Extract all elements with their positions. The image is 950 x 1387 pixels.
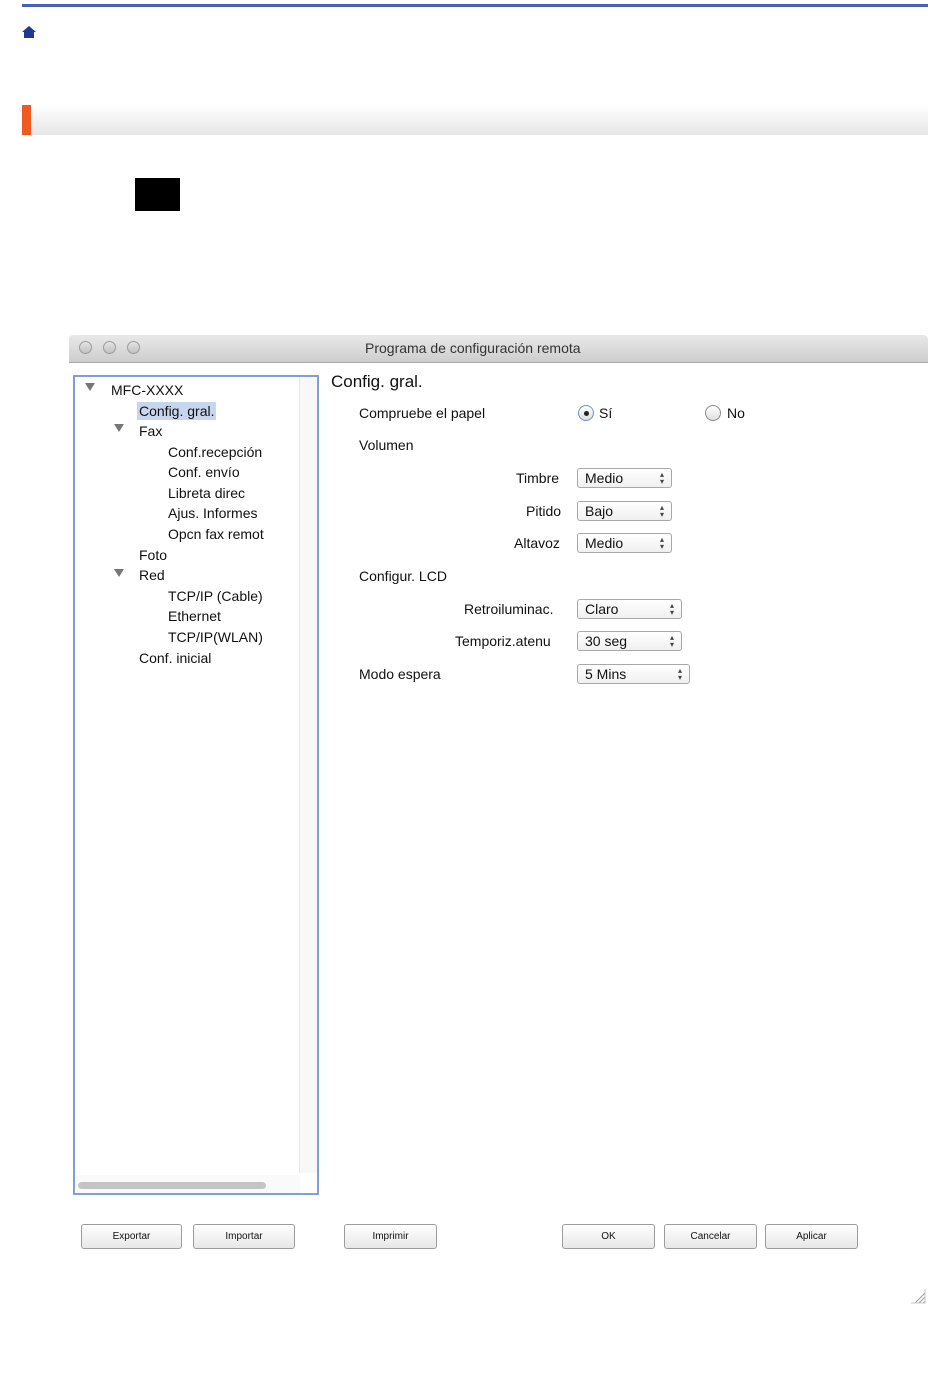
resize-grip-icon[interactable] [910,1288,926,1304]
beep-label: Pitido [526,503,562,519]
tree-item-tcpip-cable[interactable]: TCP/IP (Cable) [168,588,263,604]
check-paper-yes-radio[interactable] [578,405,594,421]
close-window-button[interactable] [79,341,92,354]
disclosure-triangle-icon[interactable] [85,383,95,391]
tree-item-foto[interactable]: Foto [139,547,168,563]
tree-item-red[interactable]: Red [139,567,165,583]
home-icon[interactable] [21,24,37,40]
redacted-box [135,178,180,211]
tree-item-conf-inicial[interactable]: Conf. inicial [139,650,212,666]
check-paper-no-radio[interactable] [705,405,721,421]
tree-item-conf-envio[interactable]: Conf. envío [168,464,240,480]
tree-item-fax[interactable]: Fax [139,423,163,439]
remote-setup-window [69,335,928,1290]
sleep-mode-value: 5 Mins [585,666,627,682]
ring-volume-value: Medio [585,470,624,486]
tree-item-root[interactable]: MFC-XXXX [111,382,184,398]
chevron-updown-icon: ▴ ▾ [677,666,682,682]
tree-item-tcpip-wlan[interactable]: TCP/IP(WLAN) [168,629,263,645]
chevron-updown-icon: ▴ ▾ [659,470,664,486]
zoom-window-button[interactable] [127,341,140,354]
horizontal-scrollbar-thumb[interactable] [78,1182,266,1189]
volume-label: Volumen [359,437,414,453]
chevron-updown-icon: ▴ ▾ [659,535,664,551]
minimize-window-button[interactable] [103,341,116,354]
backlight-value: Claro [585,601,619,617]
chevron-updown-icon: ▴ ▾ [659,503,664,519]
beep-volume-value: Bajo [585,503,614,519]
horizontal-scrollbar[interactable] [75,1175,300,1193]
lcd-settings-label: Configur. LCD [359,568,447,584]
check-paper-yes-label[interactable]: Sí [599,405,613,421]
speaker-volume-value: Medio [585,535,624,551]
speaker-volume-select[interactable] [577,533,672,553]
window-title: Programa de configuración remota [365,340,581,356]
export-button[interactable]: Exportar [81,1224,182,1249]
dim-timer-select[interactable] [577,631,682,651]
tree-item-config-gral[interactable]: Config. gral. [139,403,215,419]
top-rule [22,4,928,7]
settings-heading: Config. gral. [331,372,423,391]
vertical-scrollbar[interactable] [299,377,317,1173]
disclosure-triangle-icon[interactable] [114,569,124,577]
tree-item-conf-recepcion[interactable]: Conf.recepción [168,444,263,460]
window-titlebar[interactable] [69,335,928,363]
cancel-button[interactable]: Cancelar [664,1224,757,1249]
dim-timer-value: 30 seg [585,633,628,649]
sleep-mode-label: Modo espera [359,666,441,682]
chevron-updown-icon: ▴ ▾ [669,633,674,649]
section-header-bar [22,105,928,135]
apply-button[interactable]: Aplicar [765,1224,858,1249]
chevron-updown-icon: ▴ ▾ [669,601,674,617]
tree-item-opcn-fax-remot[interactable]: Opcn fax remot [168,526,264,542]
ring-volume-select[interactable] [577,468,672,488]
section-accent [22,105,31,135]
tree-item-libreta-direc[interactable]: Libreta direc [168,485,246,501]
check-paper-no-label[interactable]: No [727,405,745,421]
ring-label: Timbre [516,470,560,486]
check-paper-label: Compruebe el papel [359,405,486,421]
sleep-mode-select[interactable] [577,664,690,684]
backlight-label: Retroiluminac. [464,601,554,617]
backlight-select[interactable] [577,599,682,619]
tree-item-ethernet[interactable]: Ethernet [168,608,221,624]
import-button[interactable]: Importar [193,1224,295,1249]
settings-tree[interactable] [73,375,319,1195]
disclosure-triangle-icon[interactable] [114,424,124,432]
speaker-label: Altavoz [514,535,560,551]
ok-button[interactable]: OK [562,1224,655,1249]
dim-timer-label: Temporiz.atenu [455,633,551,649]
print-button[interactable]: Imprimir [344,1224,437,1249]
tree-item-ajus-informes[interactable]: Ajus. Informes [168,505,258,521]
beep-volume-select[interactable] [577,501,672,521]
